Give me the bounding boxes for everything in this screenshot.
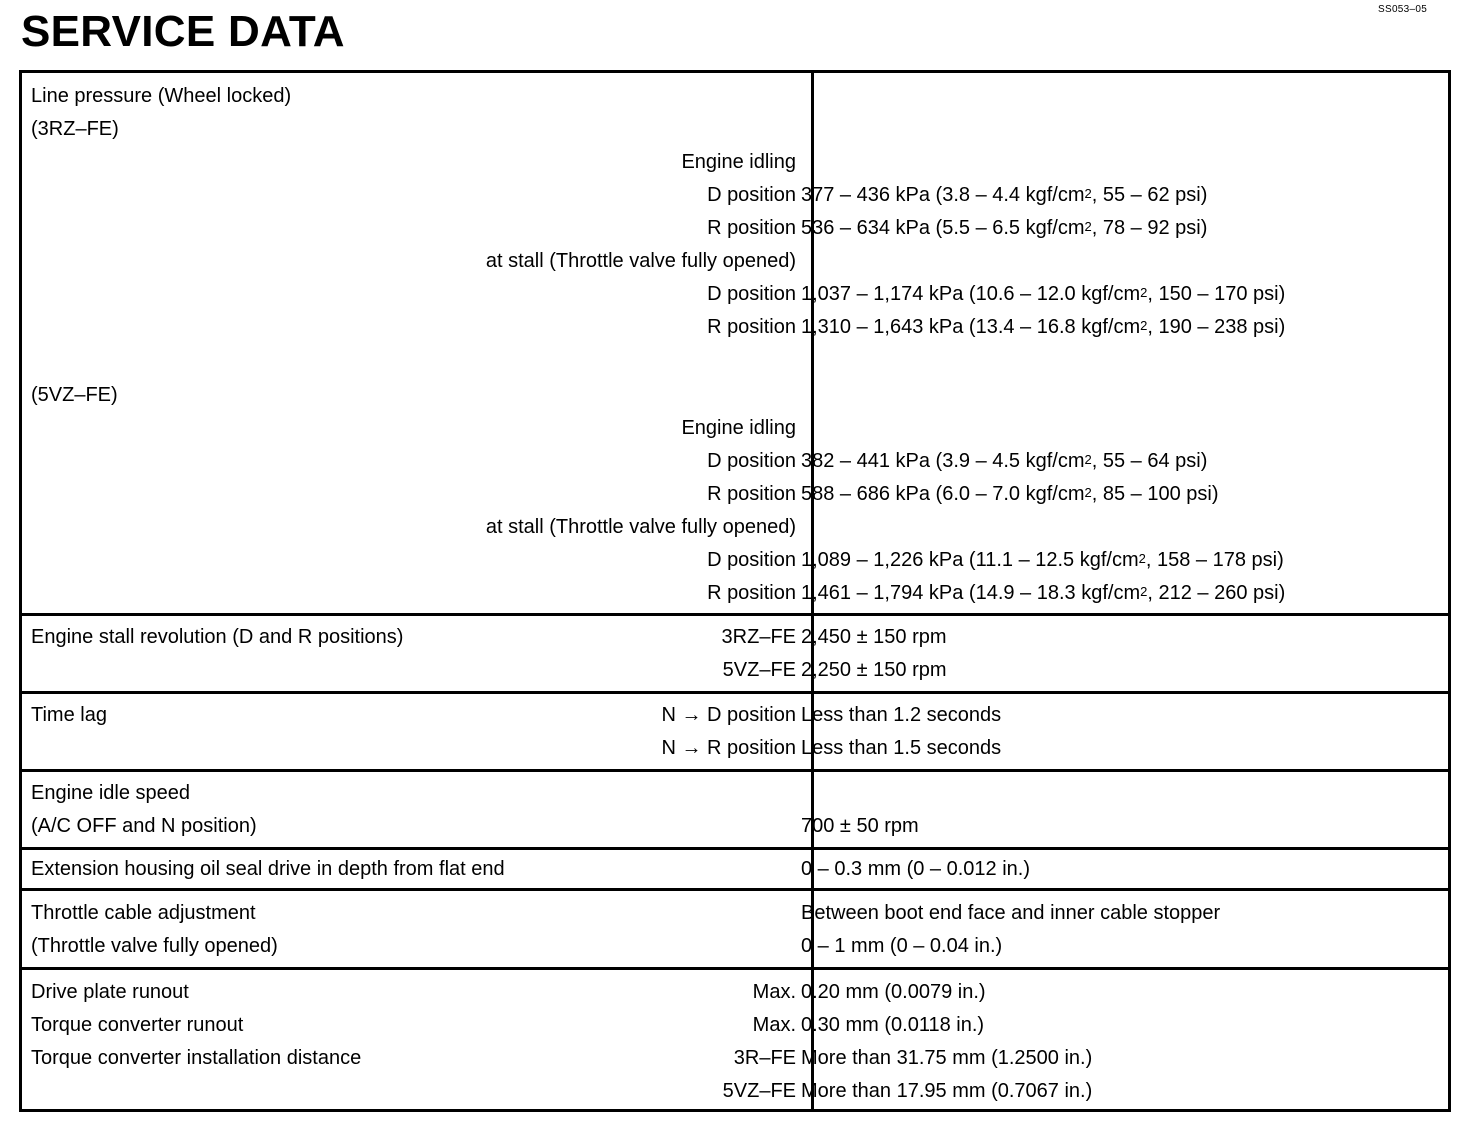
engine-code: 5VZ–FE — [722, 659, 796, 681]
runout-value: 0.20 mm (0.0079 in.) — [801, 981, 986, 1003]
r-position-label: R position — [707, 217, 796, 239]
time-lag-value: Less than 1.2 seconds — [801, 704, 1002, 726]
engine-code: 3RZ–FE — [721, 626, 796, 648]
d-position-label: D position — [707, 450, 796, 472]
stall-revolution-label: Engine stall revolution (D and R positions) — [31, 626, 404, 648]
shift-condition: N → D position — [661, 704, 796, 726]
rpm-value: 2,250 ± 150 rpm — [801, 659, 947, 681]
pressure-value: 377 – 436 kPa (3.8 – 4.4 kgf/$cm^2$, 55 – 62 psi) — [801, 184, 1208, 206]
row-divider — [22, 613, 1448, 616]
max-label: Max. — [752, 981, 796, 1003]
drive-plate-runout-label: Drive plate runout — [31, 981, 189, 1003]
time-lag-label: Time lag — [31, 704, 107, 726]
installation-distance-label: Torque converter installation distance — [31, 1047, 362, 1069]
oil-seal-label: Extension housing oil seal drive in depth from flat end — [31, 858, 505, 880]
d-position-label: D position — [707, 549, 796, 571]
rpm-value: 2,450 ± 150 rpm — [801, 626, 947, 648]
pressure-value: 382 – 441 kPa (3.9 – 4.5 kgf/$cm^2$, 55 – 64 psi) — [801, 450, 1208, 472]
pressure-value: 1,310 – 1,643 kPa (13.4 – 16.8 kgf/$cm^2$, 190 – 238 psi) — [801, 316, 1286, 338]
torque-converter-runout-label: Torque converter runout — [31, 1014, 244, 1036]
idle-speed-value: 700 ± 50 rpm — [801, 815, 919, 837]
engine-idling-label: Engine idling — [681, 417, 796, 439]
runout-value: 0.30 mm (0.0118 in.) — [801, 1014, 985, 1036]
pressure-value: 1,037 – 1,174 kPa (10.6 – 12.0 kgf/$cm^2$, 150 – 170 psi) — [801, 283, 1286, 305]
row-divider — [22, 888, 1448, 891]
document-code: SS053–05 — [1378, 4, 1428, 15]
row-divider — [22, 967, 1448, 970]
at-stall-label: at stall (Throttle valve fully opened) — [485, 250, 796, 272]
service-data-table — [19, 70, 1451, 1112]
r-position-label: R position — [707, 483, 796, 505]
engine-code: 3R–FE — [733, 1047, 796, 1069]
shift-condition: N → R position — [661, 737, 796, 759]
pressure-value: 1,461 – 1,794 kPa (14.9 – 18.3 kgf/$cm^2$, 212 – 260 psi) — [801, 582, 1286, 604]
oil-seal-value: 0 – 0.3 mm (0 – 0.012 in.) — [801, 858, 1031, 880]
row-divider — [22, 691, 1448, 694]
throttle-cable-condition: (Throttle valve fully opened) — [31, 935, 278, 957]
engine-idling-label: Engine idling — [681, 151, 796, 173]
d-position-label: D position — [707, 283, 796, 305]
line-pressure-label: Line pressure (Wheel locked) — [31, 85, 292, 107]
max-label: Max. — [752, 1014, 796, 1036]
d-position-label: D position — [707, 184, 796, 206]
idle-speed-condition: (A/C OFF and N position) — [31, 815, 257, 837]
r-position-label: R position — [707, 316, 796, 338]
engine-3rz-label: (3RZ–FE) — [31, 118, 119, 140]
throttle-cable-label: Throttle cable adjustment — [31, 902, 256, 924]
at-stall-label: at stall (Throttle valve fully opened) — [485, 516, 796, 538]
time-lag-value: Less than 1.5 seconds — [801, 737, 1002, 759]
engine-code: 5VZ–FE — [722, 1080, 796, 1102]
installation-distance-value: More than 31.75 mm (1.2500 in.) — [801, 1047, 1093, 1069]
idle-speed-label: Engine idle speed — [31, 782, 191, 804]
installation-distance-value: More than 17.95 mm (0.7067 in.) — [801, 1080, 1093, 1102]
throttle-cable-value: Between boot end face and inner cable stopper — [801, 902, 1221, 924]
r-position-label: R position — [707, 582, 796, 604]
engine-5vz-label: (5VZ–FE) — [31, 384, 118, 406]
pressure-value: 1,089 – 1,226 kPa (11.1 – 12.5 kgf/$cm^2$, 158 – 178 psi) — [801, 549, 1284, 571]
pressure-value: 588 – 686 kPa (6.0 – 7.0 kgf/$cm^2$, 85 – 100 psi) — [801, 483, 1219, 505]
row-divider — [22, 847, 1448, 850]
pressure-value: 536 – 634 kPa (5.5 – 6.5 kgf/$cm^2$, 78 – 92 psi) — [801, 217, 1208, 239]
page-title: SERVICE DATA — [21, 7, 345, 56]
throttle-cable-value: 0 – 1 mm (0 – 0.04 in.) — [801, 935, 1003, 957]
row-divider — [22, 769, 1448, 772]
